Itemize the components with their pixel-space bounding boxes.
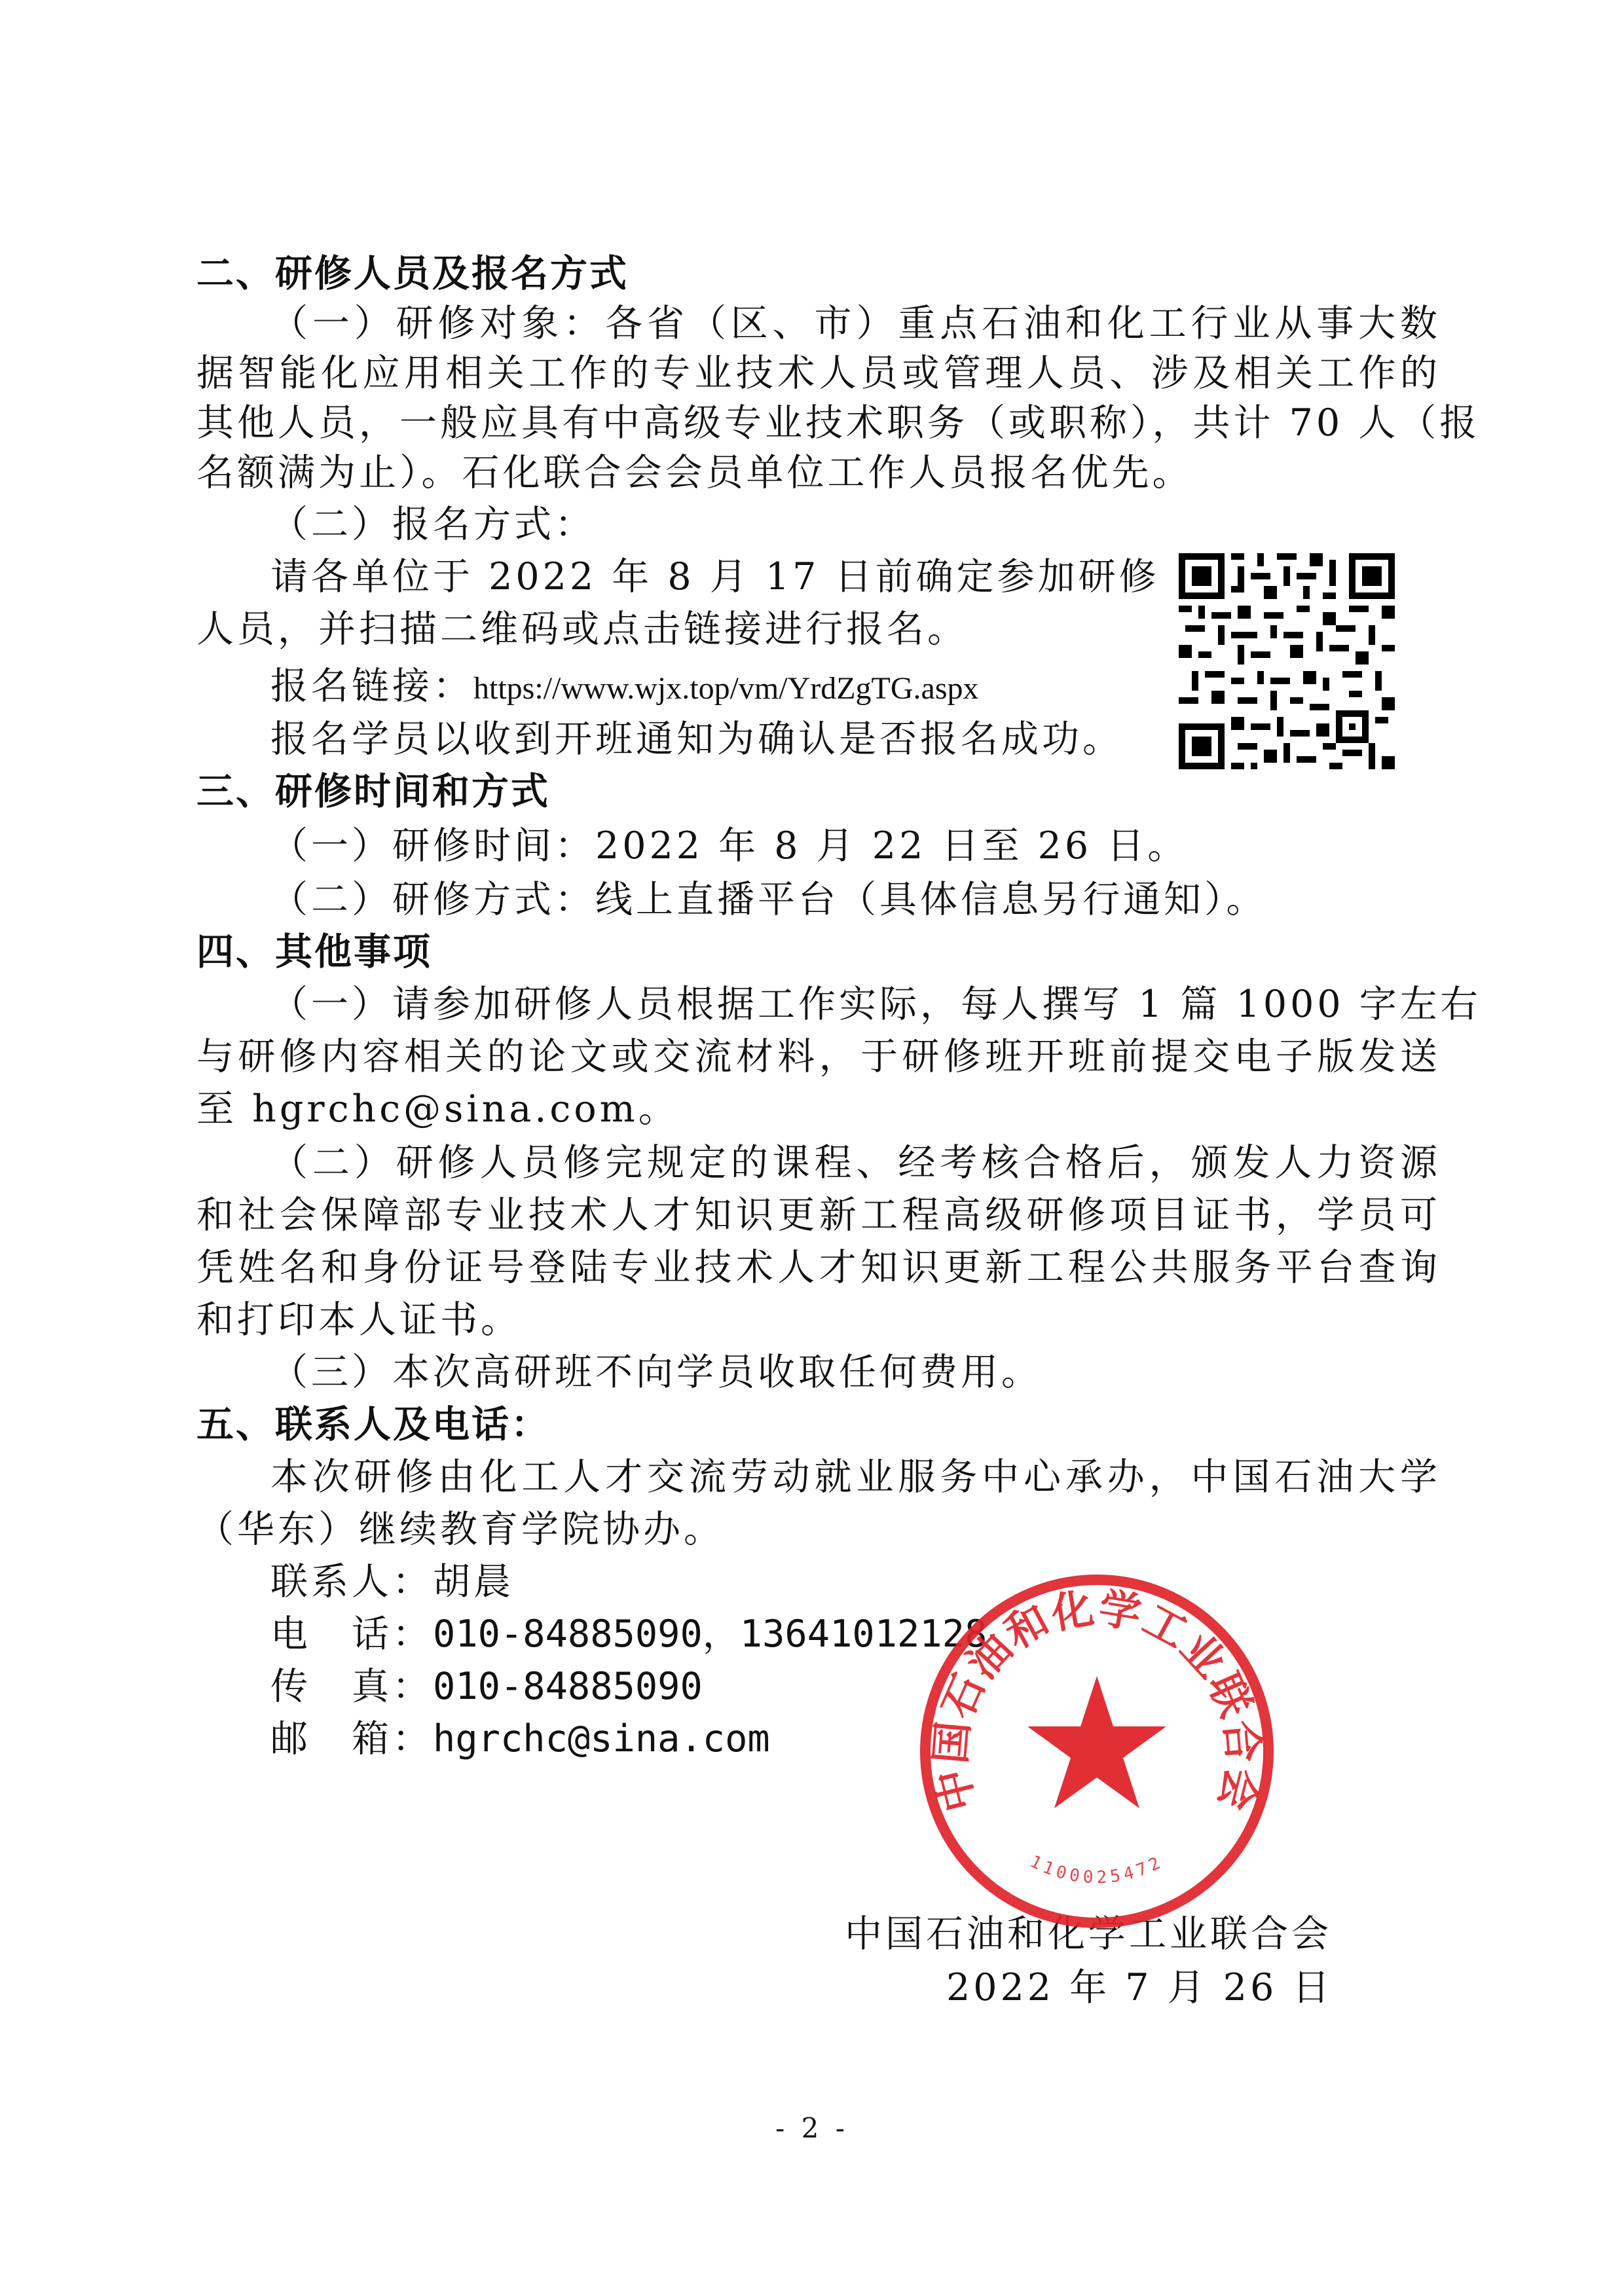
certificate-line: 凭姓名和身份证号登陆专业技术人才知识更新工程公共服务平台查询 [196,1246,1441,1289]
svg-text:中国石油和化学工业联合会: 中国石油和化学工业联合会 [926,1583,1268,1817]
target-paragraph-line: 据智能化应用相关工作的专业技术人员或管理人员、涉及相关工作的 [196,352,1441,395]
fax-label: 传 真： [270,1665,433,1708]
signature-date: 2022 年 7 月 26 日 [946,1966,1333,2009]
target-paragraph-line: 其他人员，一般应具有中高级专业技术职务（或职称），共计 70 人（报 [196,401,1481,445]
training-method: （二）研修方式：线上直播平台（具体信息另行通知）。 [270,878,1267,921]
email-value[interactable]: hgrchc@sina.com [433,1717,770,1760]
svg-text:1100025472: 1100025472 [1027,1851,1167,1888]
phone-label: 电 话： [270,1613,433,1656]
contact-person: 联系人：胡晨 [270,1560,514,1603]
section-3-heading: 三、研修时间和方式 [196,770,550,813]
certificate-line: （二）研修人员修完规定的课程、经考核合格后，颁发人力资源 [270,1141,1441,1184]
signature-organization: 中国石油和化学工业联合会 [845,1912,1332,1956]
official-seal [913,1568,1280,1935]
paper-requirement-line: 至 hgrchc@sina.com。 [196,1087,679,1131]
organizer-line: （华东）继续教育学院协办。 [196,1508,724,1551]
fax-value: 010-84885090 [433,1665,703,1708]
section-5-heading: 五、联系人及电话： [196,1403,550,1446]
paper-requirement-line: （一）请参加研修人员根据工作实际，每人撰写 1 篇 1000 字左右 [270,983,1481,1026]
target-paragraph-line: 名额满为止）。石化联合会会员单位工作人员报名优先。 [196,451,1193,494]
email-label: 邮 箱： [270,1717,433,1760]
phone-value: 010-84885090，13641012128 [433,1613,987,1656]
registration-instructions-line: 人员，并扫描二维码或点击链接进行报名。 [196,608,968,651]
registration-method-title: （二）报名方式： [270,503,595,546]
section-2-heading: 二、研修人员及报名方式 [196,252,629,295]
registration-link-row [196,656,1187,710]
paper-requirement-line: 与研修内容相关的论文或交流材料，于研修班开班前提交电子版发送 [196,1035,1441,1078]
certificate-line: 和社会保障部专业技术人才知识更新工程高级研修项目证书，学员可 [196,1194,1441,1237]
seal-star-icon [1027,1676,1166,1808]
fee-note: （三）本次高研班不向学员收取任何费用。 [270,1351,1042,1394]
organizer-line: 本次研修由化工人才交流劳动就业服务中心承办，中国石油大学 [270,1455,1441,1499]
registration-confirmation: 报名学员以收到开班通知为确认是否报名成功。 [270,718,1123,761]
section-4-heading: 四、其他事项 [196,930,432,974]
page-number: - 2 - [775,2112,849,2144]
certificate-line: 和打印本人证书。 [196,1298,521,1341]
registration-link-label: 报名链接： [270,665,473,708]
registration-link[interactable]: https://www.wjx.top/vm/YrdZgTG.aspx [473,671,979,706]
target-paragraph-line: （一）研修对象：各省（区、市）重点石油和化工行业从事大数 [270,302,1441,345]
qr-code[interactable] [1179,553,1395,769]
training-time: （一）研修时间：2022 年 8 月 22 日至 26 日。 [270,824,1189,867]
registration-instructions-line: 请各单位于 2022 年 8 月 17 日前确定参加研修 [270,555,1160,598]
